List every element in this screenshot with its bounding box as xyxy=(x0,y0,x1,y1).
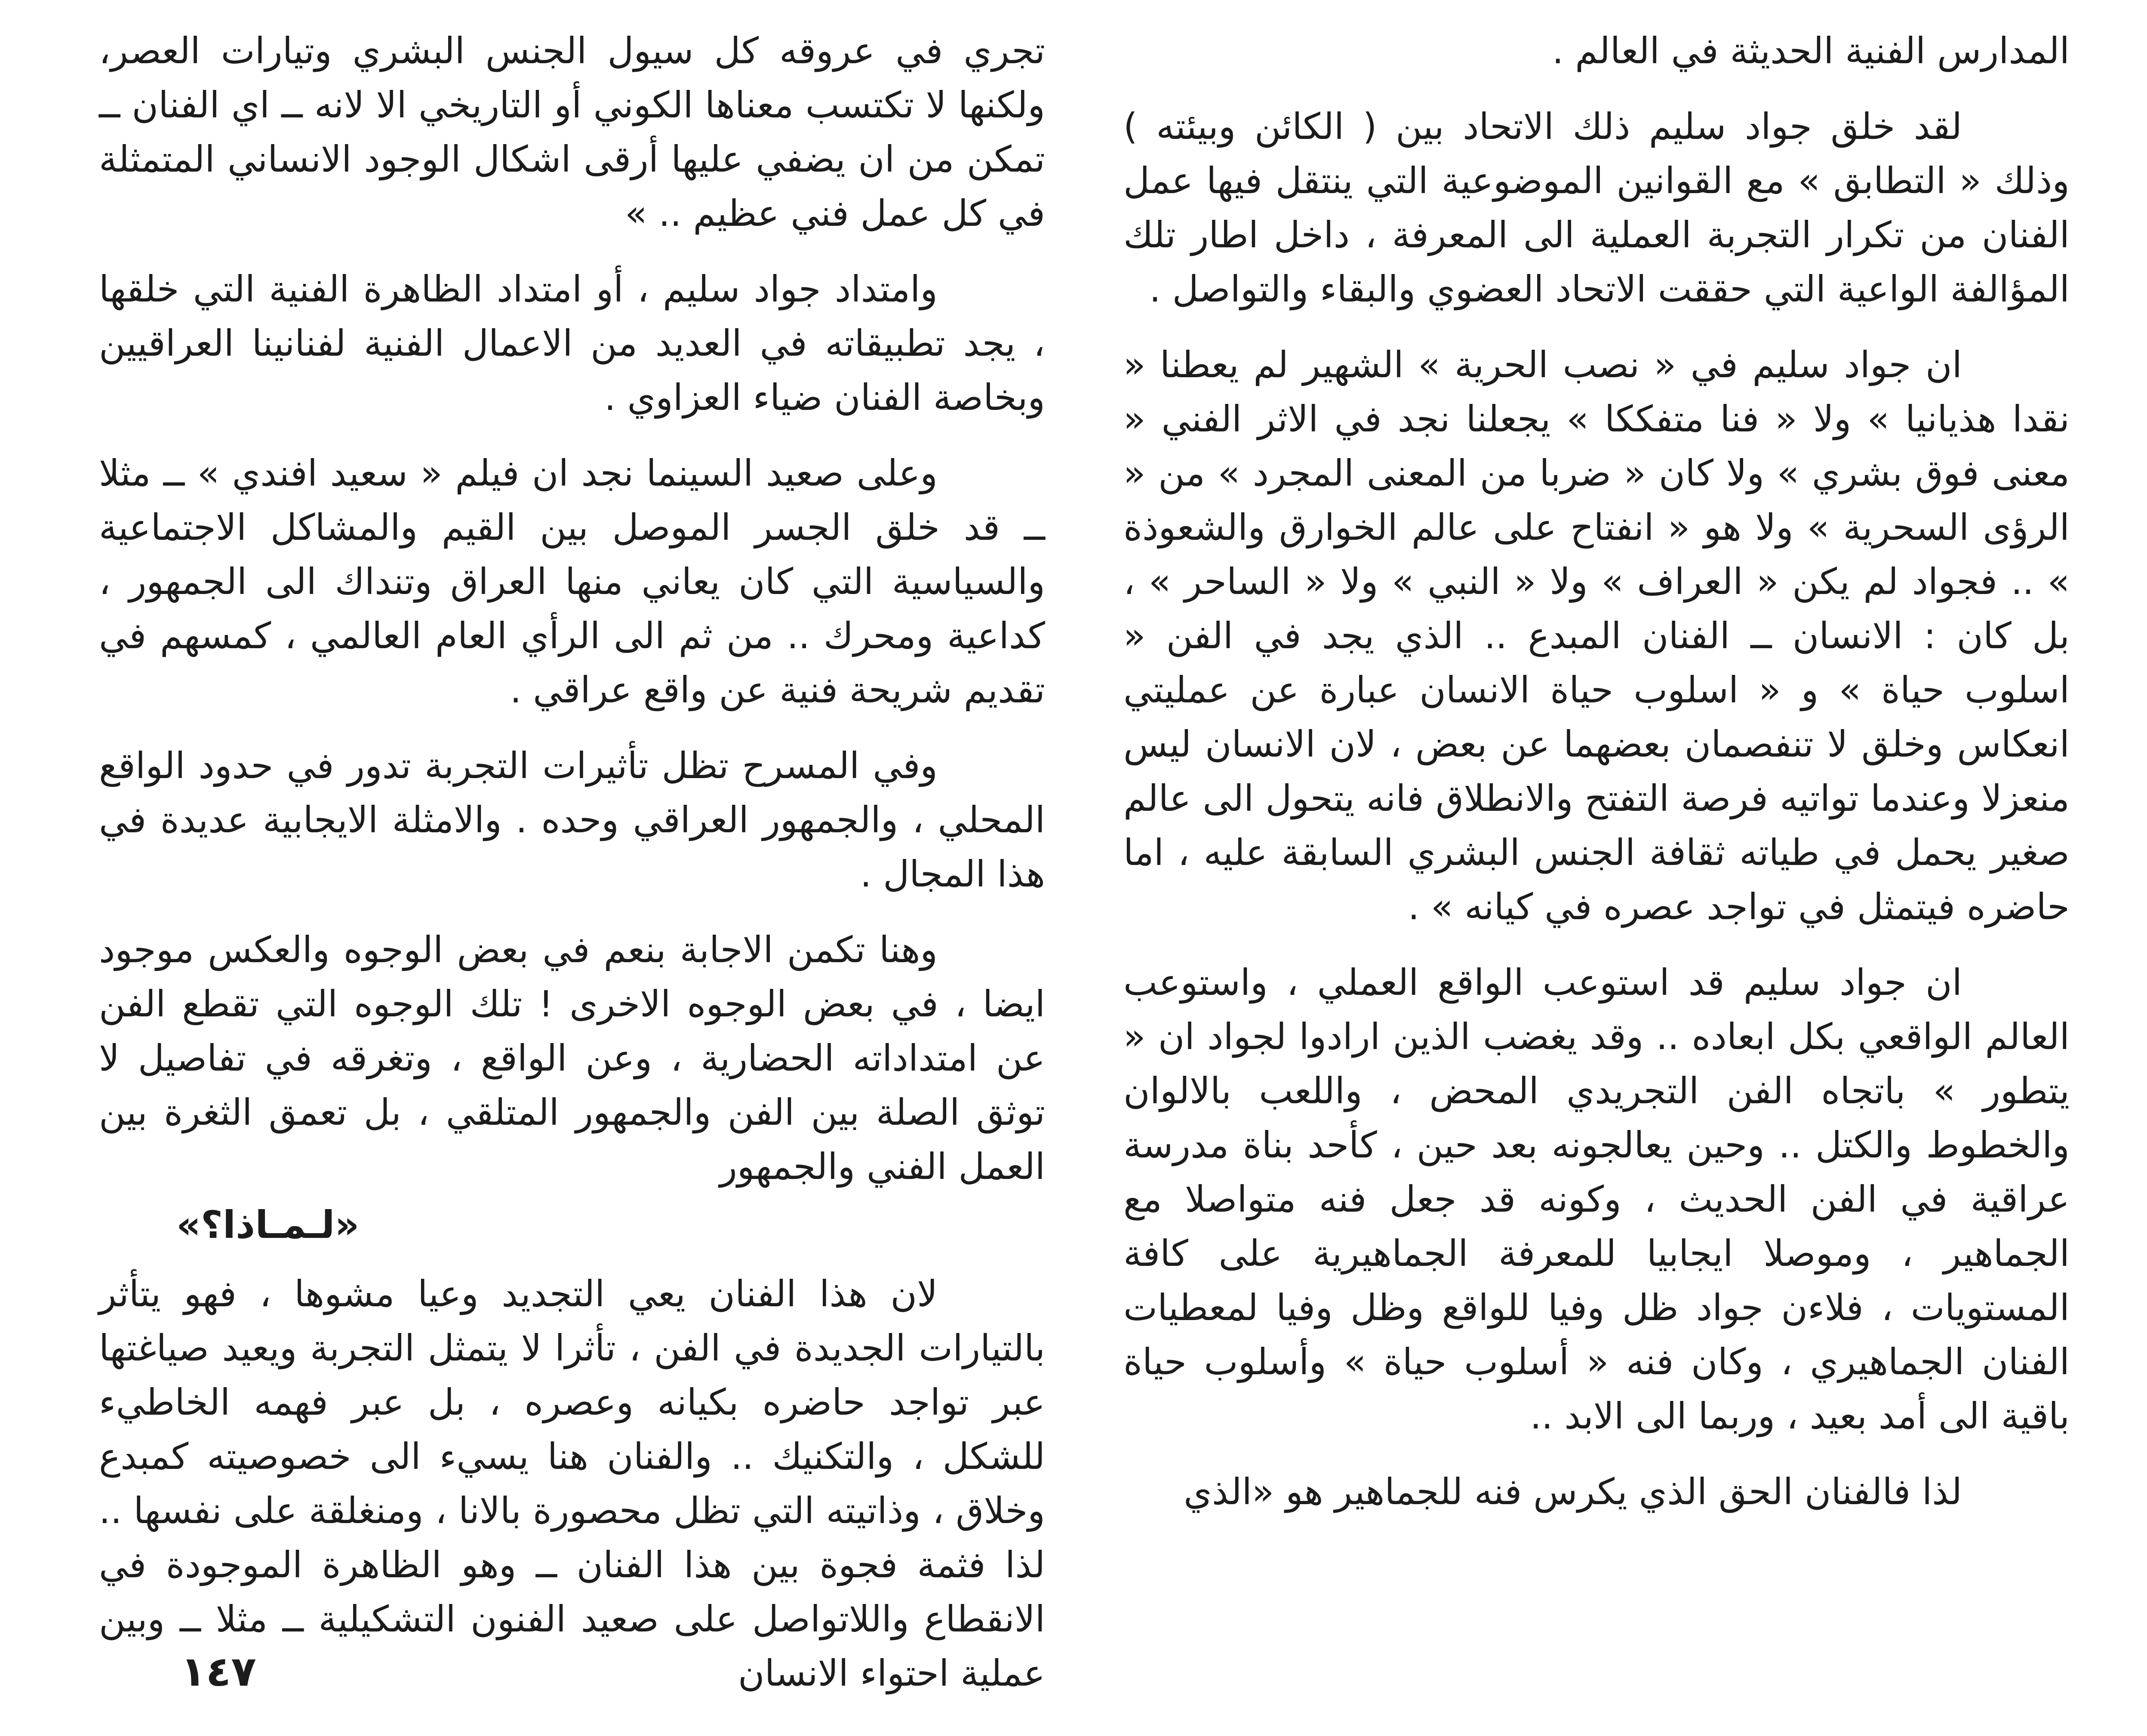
section-subheading: «لـمـاذا؟» xyxy=(176,1203,360,1247)
paragraph: المدارس الفنية الحديثة في العالم . xyxy=(1552,30,2070,72)
right-column xyxy=(1123,24,2070,1540)
paragraph: لذا فالفنان الحق الذي يكرس فنه للجماهير هو «الذي xyxy=(1184,1471,1962,1513)
paragraph: وامتداد جواد سليم ، أو امتداد الظاهرة الفنية التي خلقها ، يجد تطبيقاته في العديد من الاعمال الفنية لفنانينا العراقيين وبخاصة الفنان ضياء العزاوي . xyxy=(99,268,1045,419)
paragraph: وفي المسرح تظل تأثيرات التجربة تدور في حدود الواقع المحلي ، والجمهور العراقي وحده . والامثلة الايجابية عديدة في هذا المجال . xyxy=(99,745,1045,895)
paragraph: لقد خلق جواد سليم ذلك الاتحاد بين ( الكائن وبيئته ) وذلك « التطابق » مع القوانين الموضوعية التي ينتقل فيها عمل الفنان من تكرار التجربة العملية الى المعرفة ، داخل اطار تلك المؤالفة الواعية التي حققت الاتحاد العضوي والبقاء والتواصل . xyxy=(1123,105,2070,310)
paragraph: تجري في عروقه كل سيول الجنس البشري وتيارات العصر، ولكنها لا تكتسب معناها الكوني أو التاريخي الا لانه ــ اي الفنان ــ تمكن من ان يضفي عليها أرقى اشكال الوجود الانساني المتمثلة في كل عمل فني عظيم .. » xyxy=(99,30,1045,234)
left-column xyxy=(99,24,1045,1722)
page-number: ١٤٧ xyxy=(181,1647,256,1696)
paragraph: ان جواد سليم قد استوعب الواقع العملي ، واستوعب العالم الواقعي بكل ابعاده .. وقد يغضب الذين ارادوا لجواد ان « يتطور » باتجاه الفن التجريدي المحض ، واللعب بالالوان والخطوط والكتل .. وحين يعالجونه بعد حين ، كأحد بناة مدرسة عراقية في الفن الحديث ، وكونه قد جعل فنه متواصلا مع الجماهير ، وموصلا ايجابيا للمعرفة الجماهيرية على كافة المستويات ، فلاءن جواد ظل وفيا للواقع وظل وفيا لمعطيات الفنان الجماهيري ، وكان فنه « أسلوب حياة » وأسلوب حياة باقية الى أمد بعيد ، وربما الى الابد .. xyxy=(1123,961,2070,1437)
paragraph: ان جواد سليم في « نصب الحرية » الشهير لم يعطنا « نقدا هذيانيا » ولا « فنا متفككا » يجعلنا نجد في الاثر الفني « معنى فوق بشري » ولا كان « ضربا من المعنى المجرد » من « الرؤى السحرية » ولا هو « انفتاح على عالم الخوارق والشعوذة » .. فجواد لم يكن « العراف » ولا « النبي » ولا « الساحر » ، بل كان : الانسان ــ الفنان المبدع .. الذي يجد في الفن « اسلوب حياة » و « اسلوب حياة الانسان عبارة عن عمليتي انعكاس وخلق لا تنفصمان بعضهما عن بعض ، لان الانسان ليس منعزلا وعندما تواتيه فرصة التفتح والانطلاق فانه يتحول الى عالم صغير يحمل في طياته ثقافة الجنس البشري السابقة عليه ، اما حاضره فيتمثل في تواجد عصره في كيانه » . xyxy=(1123,344,2070,928)
paragraph: وهنا تكمن الاجابة بنعم في بعض الوجوه والعكس موجود ايضا ، في بعض الوجوه الاخرى ! تلك الوجوه التي تقطع الفن عن امتداداته الحضارية ، وعن الواقع ، وتغرقه في تفاصيل لا توثق الصلة بين الفن والجمهور المتلقي ، بل تعمق الثغرة بين العمل الفني والجمهور xyxy=(99,929,1045,1188)
paragraph: وعلى صعيد السينما نجد ان فيلم « سعيد افندي » ــ مثلا ــ قد خلق الجسر الموصل بين القيم والمشاكل الاجتماعية والسياسية التي كان يعاني منها العراق وتنداك الى الجمهور ، كداعية ومحرك .. من ثم الى الرأي العام العالمي ، كمسهم في تقديم شريحة فنية عن واقع عراقي . xyxy=(99,452,1045,711)
paragraph: لان هذا الفنان يعي التجديد وعيا مشوها ، فهو يتأثر بالتيارات الجديدة في الفن ، تأثرا لا يتمثل التجربة ويعيد صياغتها عبر تواجد حاضره بكيانه وعصره ، بل عبر فهمه الخاطيء للشكل ، والتكنيك .. والفنان هنا يسيء الى خصوصيته كمبدع وخلاق ، وذاتيته التي تظل محصورة بالانا ، ومنغلقة على نفسها .. لذا فثمة فجوة بين هذا الفنان ــ وهو الظاهرة الموجودة في الانقطاع واللاتواصل على صعيد الفنون التشكيلية ــ مثلا ــ وبين عملية احتواء الانسان xyxy=(99,1273,1045,1694)
